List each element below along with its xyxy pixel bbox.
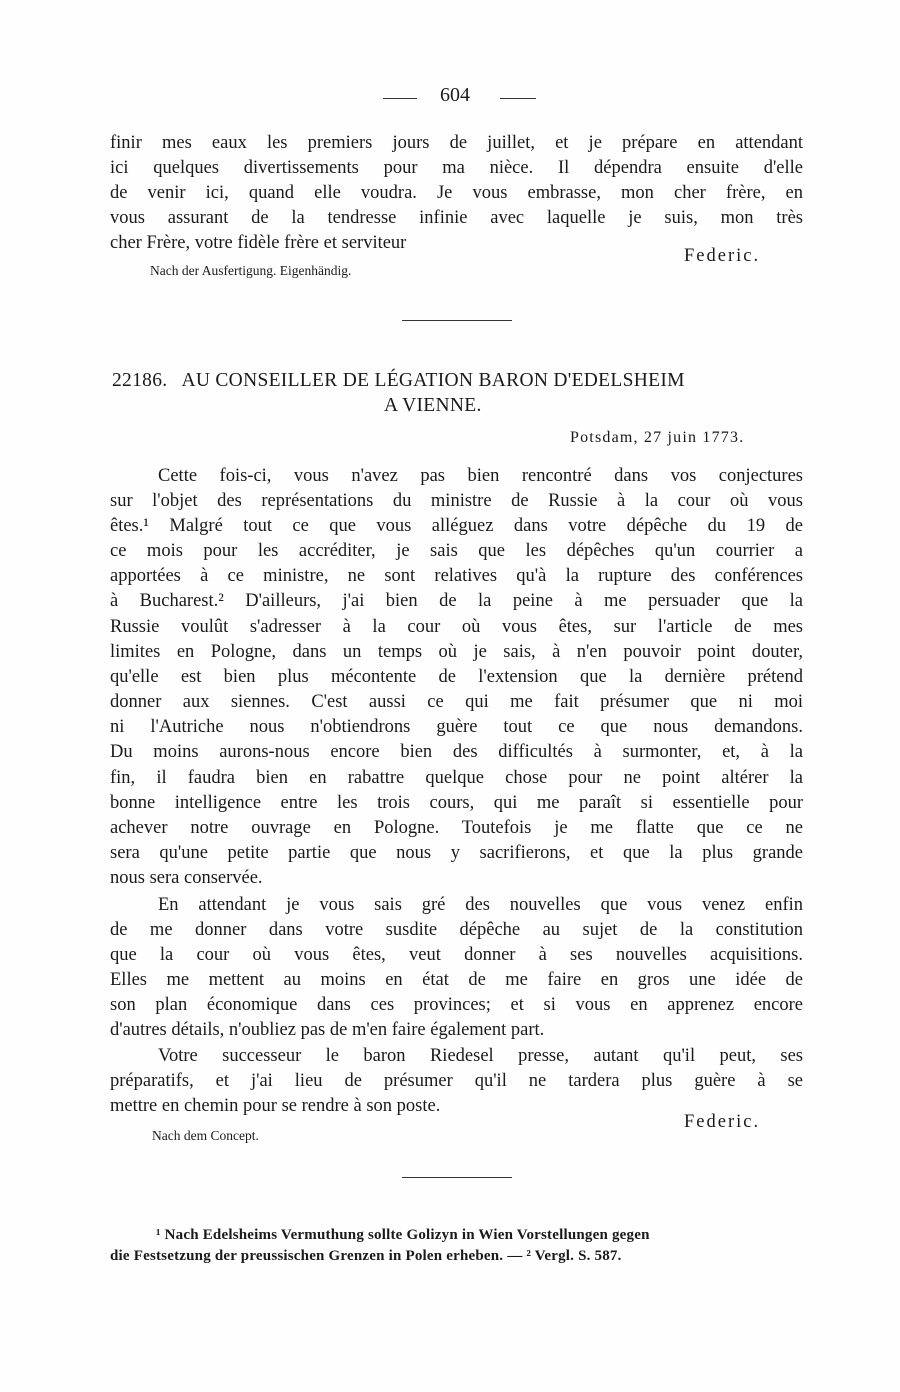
text-line: fin, il faudra bien en rabattre quelque chose pour ne point altérer la xyxy=(110,768,803,788)
text-line: ni l'Autriche nous n'obtiendrons guère tout ce que nous demandons. xyxy=(110,717,803,737)
text-line: apportées à ce ministre, ne sont relatives qu'à la rupture des conférences xyxy=(110,566,803,586)
letter-heading xyxy=(112,370,685,392)
text-line: que la cour où vous êtes, veut donner à ses nouvelles acquisitions. xyxy=(110,945,803,965)
text-line: donner aux siennes. C'est aussi ce qui me fait présumer que ni moi xyxy=(110,692,803,712)
footnote-line: die Festsetzung der preussischen Grenzen in Polen erheben. — ² Vergl. S. 587. xyxy=(110,1248,622,1264)
text-line: de me donner dans votre susdite dépêche au sujet de la constitution xyxy=(110,920,803,940)
text-line: nous sera conservée. xyxy=(110,868,263,888)
letter-heading-line1: AU CONSEILLER DE LÉGATION BARON D'EDELSHEIM xyxy=(181,370,685,391)
text-line: En attendant je vous sais gré des nouvelles que vous venez enfin xyxy=(158,895,803,915)
text-line: Votre successeur le baron Riedesel presse, autant qu'il peut, ses xyxy=(158,1046,803,1066)
page-number-dash-left xyxy=(383,98,417,99)
text-line: achever notre ouvrage en Pologne. Toutefois je me flatte que ce ne xyxy=(110,818,803,838)
text-line: Du moins aurons-nous encore bien des difficultés à surmonter, et, à la xyxy=(110,742,803,762)
text-line: à Bucharest.² D'ailleurs, j'ai bien de la peine à me persuader que la xyxy=(110,591,803,611)
source-note: Nach dem Concept. xyxy=(152,1128,259,1143)
text-line: de venir ici, quand elle voudra. Je vous embrasse, mon cher frère, en xyxy=(110,183,803,203)
text-line: ce mois pour les accréditer, je sais que les dépêches qu'un courrier a xyxy=(110,541,803,561)
page-number-dash-right xyxy=(500,98,536,99)
place-date: Potsdam, 27 juin 1773. xyxy=(570,429,745,446)
text-line: mettre en chemin pour se rendre à son poste. xyxy=(110,1096,441,1116)
signature: Federic. xyxy=(684,246,761,266)
footnote-line: ¹ Nach Edelsheims Vermuthung sollte Golizyn in Wien Vorstellungen gegen xyxy=(156,1227,650,1243)
text-line: son plan économique dans ces provinces; et si vous en apprenez encore xyxy=(110,995,803,1015)
text-line: qu'elle est bien plus mécontente de l'extension que la dernière prétend xyxy=(110,667,803,687)
text-line: d'autres détails, n'oubliez pas de m'en faire également part. xyxy=(110,1020,545,1040)
section-divider xyxy=(402,320,512,321)
page-number: 604 xyxy=(440,84,470,106)
letter-number: 22186. xyxy=(112,370,168,391)
text-line: Cette fois-ci, vous n'avez pas bien rencontré dans vos conjectures xyxy=(158,466,803,486)
letter-heading-line2: A VIENNE. xyxy=(384,395,482,416)
text-line: Elles me mettent au moins en état de me faire en gros une idée de xyxy=(110,970,803,990)
text-line: préparatifs, et j'ai lieu de présumer qu'il ne tardera plus guère à se xyxy=(110,1071,803,1091)
text-line: êtes.¹ Malgré tout ce que vous alléguez dans votre dépêche du 19 de xyxy=(110,516,803,536)
text-line: finir mes eaux les premiers jours de juillet, et je prépare en attendant xyxy=(110,133,803,153)
text-line: limites en Pologne, dans un temps où je sais, à n'en pouvoir point douter, xyxy=(110,642,803,662)
text-line: bonne intelligence entre les trois cours, qui me paraît si essentielle pour xyxy=(110,793,803,813)
text-line: ici quelques divertissements pour ma nièce. Il dépendra ensuite d'elle xyxy=(110,158,803,178)
footnote-divider xyxy=(402,1177,512,1178)
text-line: Russie voulût s'adresser à la cour où vous êtes, sur l'article de mes xyxy=(110,617,803,637)
text-line: cher Frère, votre fidèle frère et serviteur xyxy=(110,233,407,253)
text-line: sera qu'une petite partie que nous y sacrifierons, et que la plus grande xyxy=(110,843,803,863)
text-line: sur l'objet des représentations du ministre de Russie à la cour où vous xyxy=(110,491,803,511)
text-line: vous assurant de la tendresse infinie avec laquelle je suis, mon très xyxy=(110,208,803,228)
source-note: Nach der Ausfertigung. Eigenhändig. xyxy=(150,263,352,278)
signature: Federic. xyxy=(684,1112,761,1132)
